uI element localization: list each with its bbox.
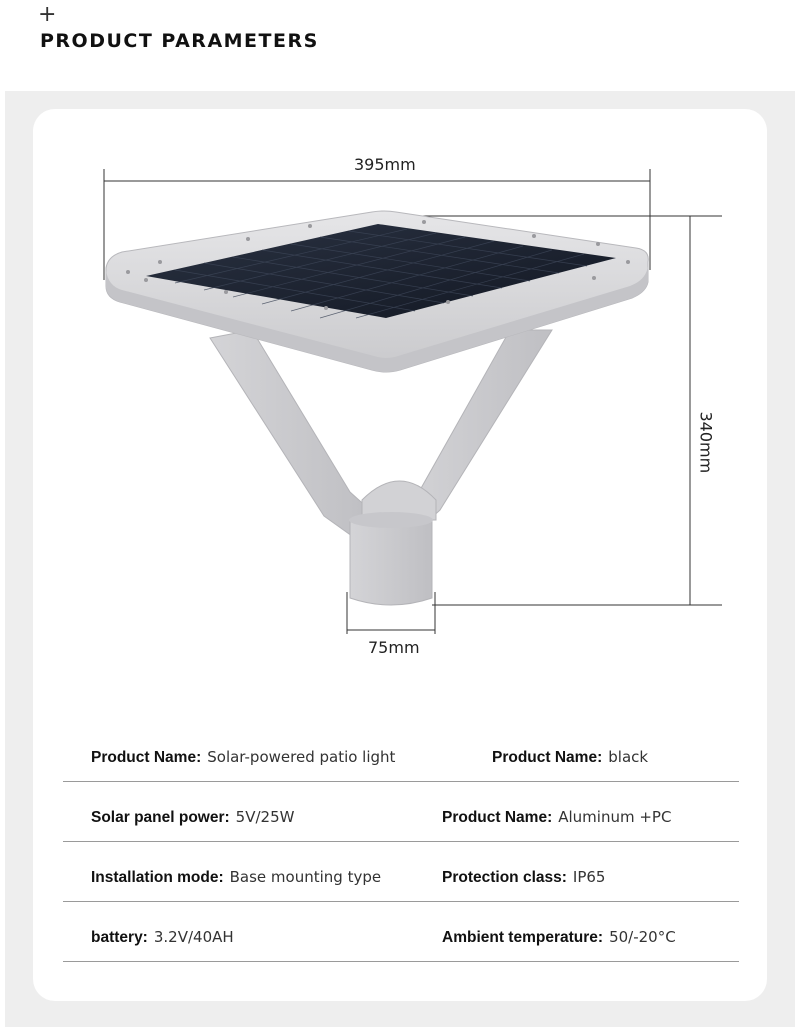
mounting-base xyxy=(349,481,436,605)
spec-value: 5V/25W xyxy=(235,808,295,826)
spec-cell xyxy=(442,808,671,827)
spec-value: Solar-powered patio light xyxy=(207,748,396,766)
spec-value: Base mounting type xyxy=(229,868,382,886)
spec-label: Product Name: xyxy=(492,749,603,766)
spec-row xyxy=(63,782,739,842)
spec-row xyxy=(63,722,739,782)
spec-cell xyxy=(442,868,605,887)
spec-label: Product Name: xyxy=(442,809,553,826)
spec-value: Aluminum +PC xyxy=(558,808,672,826)
spec-cell xyxy=(91,748,395,767)
page-title: PRODUCT PARAMETERS xyxy=(40,30,319,52)
spec-cell xyxy=(91,928,234,947)
spec-cell xyxy=(492,748,648,767)
spec-label: Protection class: xyxy=(442,869,567,886)
spec-label: Solar panel power: xyxy=(91,809,230,826)
base-dimension-label: 75mm xyxy=(368,638,420,657)
width-dimension-label: 395mm xyxy=(354,155,416,174)
plus-icon: + xyxy=(38,2,57,27)
spec-row xyxy=(63,902,739,962)
spec-value: 3.2V/40AH xyxy=(153,928,234,946)
height-dimension-label: 340mm xyxy=(696,411,716,474)
spec-value: 50/-20°C xyxy=(609,928,676,946)
spec-cell xyxy=(91,868,381,887)
spec-label: Installation mode: xyxy=(91,869,224,886)
spec-cell xyxy=(91,808,294,827)
spec-value: IP65 xyxy=(572,868,606,886)
spec-value: black xyxy=(608,748,649,766)
spec-cell xyxy=(442,928,676,947)
spec-label: battery: xyxy=(91,929,148,946)
spec-label: Ambient temperature: xyxy=(442,929,604,946)
spec-row xyxy=(63,842,739,902)
spec-table xyxy=(63,722,739,962)
spec-label: Product Name: xyxy=(91,749,202,766)
